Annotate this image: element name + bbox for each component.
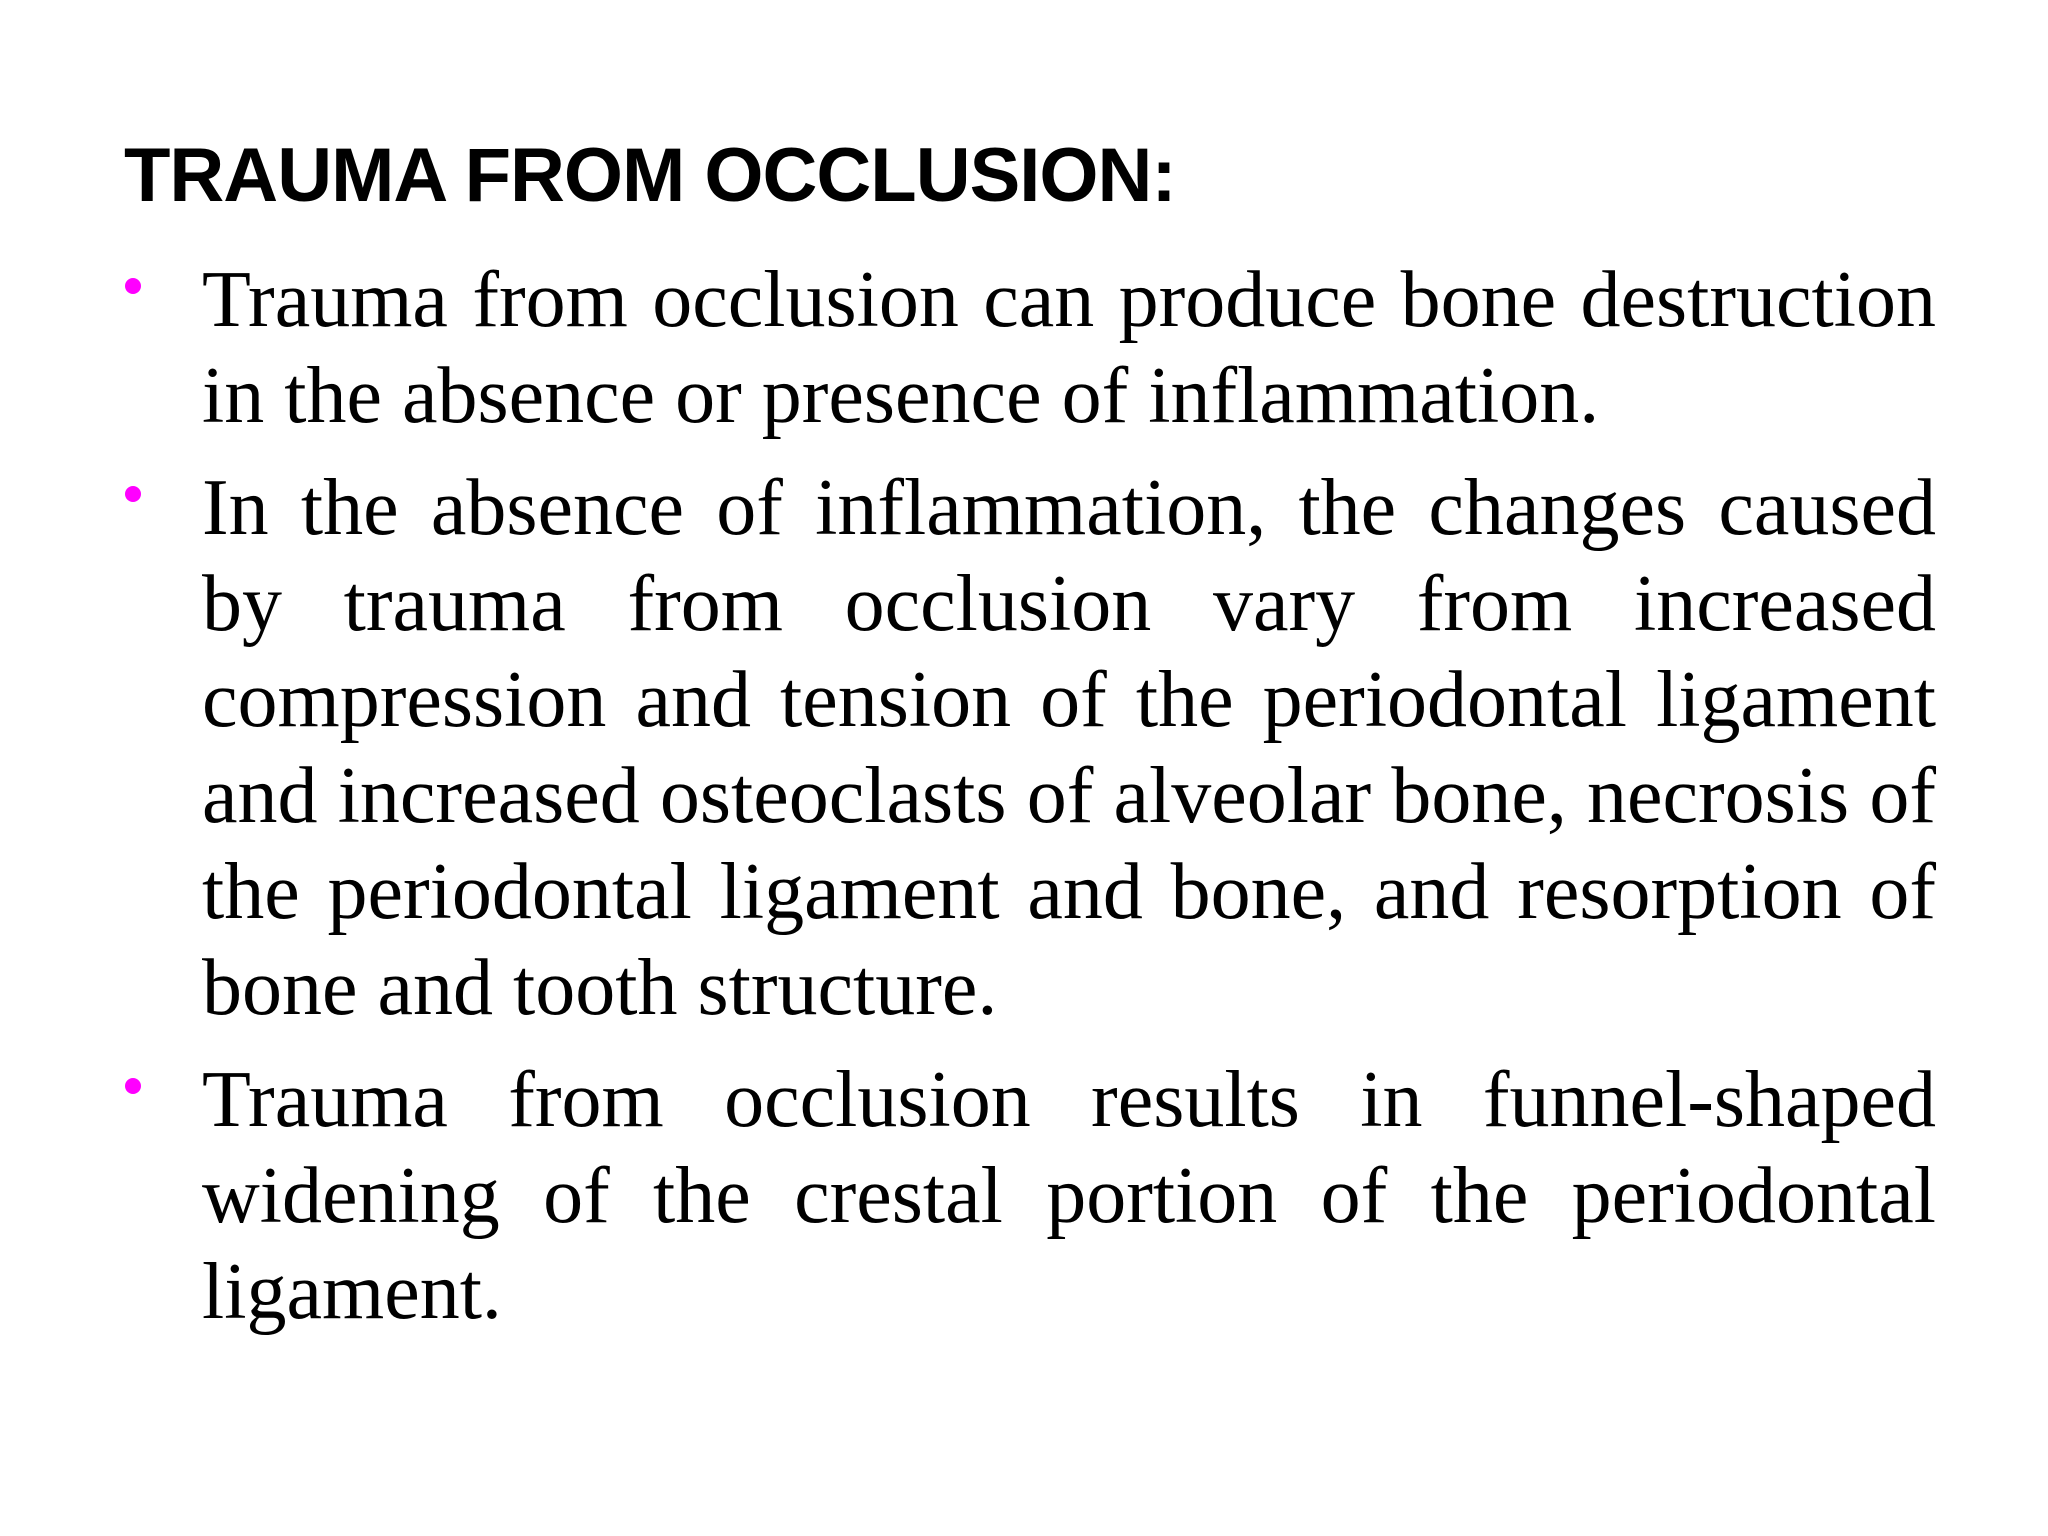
bullet-dot-icon	[125, 486, 141, 502]
bullet-text: In the absence of inflammation, the changes caused by trauma from occlusion vary from increased compression and tension of the periodontal ligament and increased osteoclasts of alveolar bone, necrosis of the periodontal ligament and bone, and resorption of bone and tooth structure.	[202, 464, 1936, 1032]
slide-title: TRAUMA FROM OCCLUSION:	[124, 133, 1176, 218]
bullet-item	[124, 252, 1936, 444]
bullet-dot-icon	[125, 1078, 141, 1094]
bullet-item	[124, 460, 1936, 1036]
bullet-item	[124, 1052, 1936, 1340]
bullet-list	[124, 252, 1936, 1356]
bullet-text: Trauma from occlusion results in funnel-shaped widening of the crestal portion of the periodontal ligament.	[202, 1056, 1936, 1336]
bullet-text: Trauma from occlusion can produce bone destruction in the absence or presence of inflammation.	[202, 256, 1936, 440]
bullet-dot-icon	[125, 278, 141, 294]
